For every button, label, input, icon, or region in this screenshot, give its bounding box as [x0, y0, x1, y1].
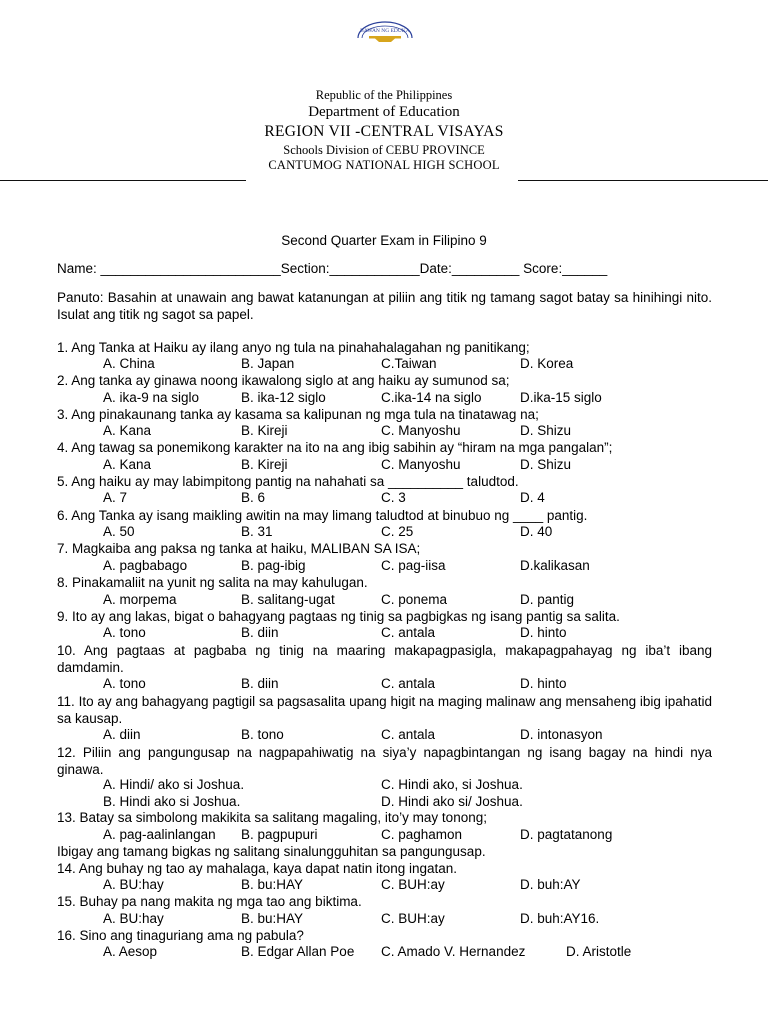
question-13: 13. Batay sa simbolong makikita sa salitang magaling, ito’y may tonong; — [57, 810, 487, 825]
option-b: B. 6 — [241, 490, 266, 505]
option-b: B. salitang-ugat — [241, 592, 335, 607]
option-c: C. antala — [381, 676, 436, 691]
option-b: B. bu:HAY — [241, 877, 304, 892]
option-a: A. 50 — [103, 524, 135, 539]
svg-text:BAWAN NG EDUKA: BAWAN NG EDUKA — [360, 28, 410, 34]
exam-instructions: Panuto: Basahin at unawain ang bawat katanungan at piliin ang titik ng tamang sagot batay sa hinihingi nito. Isulat ang titik ng sagot sa papel. — [57, 290, 712, 322]
question-1: 1. Ang Tanka at Haiku ay ilang anyo ng tula na pinahahalagahan ng panitikang; — [57, 340, 530, 355]
option-c: C. 25 — [381, 524, 414, 539]
exam-title: Second Quarter Exam in Filipino 9 — [281, 233, 487, 248]
option-d: D. pagtatanong — [520, 827, 613, 842]
deped-seal-logo — [355, 20, 415, 44]
header-rule-right — [518, 180, 768, 181]
option-d: D. hinto — [520, 625, 567, 640]
option-b: B. tono — [241, 727, 284, 742]
option-b: B. Japan — [241, 356, 295, 371]
option-d: D. pantig — [520, 592, 575, 607]
question-3: 3. Ang pinakaunang tanka ay kasama sa kalipunan ng mga tula na tinatawag na; — [57, 407, 539, 422]
option-d: D.kalikasan — [520, 558, 590, 573]
option-a: A. China — [103, 356, 155, 371]
option-c: C. BUH:ay — [381, 877, 445, 892]
question-16: 16. Sino ang tinaguriang ama ng pabula? — [57, 928, 304, 943]
option-a: A. Hindi/ ako si Joshua. — [103, 777, 245, 792]
section-instruction: Ibigay ang tamang bigkas ng salitang sinalungguhitan sa pangungusap. — [57, 844, 486, 859]
option-c: C. pag-iisa — [381, 558, 446, 573]
option-c: C. Hindi ako, si Joshua. — [381, 777, 523, 792]
option-b: B. diin — [241, 625, 279, 640]
option-c: C. antala — [381, 625, 436, 640]
option-a: A. pag-aalinlangan — [103, 827, 216, 842]
question-14: 14. Ang buhay ng tao ay mahalaga, kaya dapat natin itong ingatan. — [57, 861, 458, 876]
header-division: Schools Division of CEBU PROVINCE — [283, 143, 485, 157]
option-a: A. BU:hay — [103, 911, 164, 926]
option-d: D.ika-15 siglo — [520, 390, 602, 405]
option-c: C. ponema — [381, 592, 448, 607]
option-d: D. Shizu — [520, 457, 572, 472]
option-c: C. BUH:ay — [381, 911, 445, 926]
option-b: B. pagpupuri — [241, 827, 318, 842]
option-c: C. paghamon — [381, 827, 463, 842]
option-a: A. Kana — [103, 457, 152, 472]
option-b: B. Kireji — [241, 423, 288, 438]
question-6: 6. Ang Tanka ay isang maikling awitin na may limang taludtod at binubuo ng ____ pantig. — [57, 508, 588, 523]
option-a: A. Aesop — [103, 944, 158, 959]
option-d: D. Shizu — [520, 423, 572, 438]
option-d: D. Aristotle — [566, 944, 632, 959]
option-c: C. Amado V. Hernandez — [381, 944, 526, 959]
option-d: D. hinto — [520, 676, 567, 691]
option-a: A. tono — [103, 676, 146, 691]
option-d: D. 40 — [520, 524, 553, 539]
header-school: CANTUMOG NATIONAL HIGH SCHOOL — [268, 158, 500, 172]
option-b: B. diin — [241, 676, 279, 691]
option-b: B. Kireji — [241, 457, 288, 472]
option-c: C. Manyoshu — [381, 457, 461, 472]
option-d: D. Hindi ako si/ Joshua. — [381, 794, 523, 809]
option-a: A. 7 — [103, 490, 128, 505]
option-d: D. buh:AY16. — [520, 911, 600, 926]
header-republic: Republic of the Philippines — [315, 88, 453, 102]
option-b: B. Edgar Allan Poe — [241, 944, 355, 959]
header-region: REGION VII -CENTRAL VISAYAS — [264, 123, 504, 140]
option-c: C. Manyoshu — [381, 423, 461, 438]
question-4: 4. Ang tawag sa ponemikong karakter na ito na ang ibig sabihin ay “hiram na mga pangalan”; — [57, 440, 613, 455]
option-a: A. pagbabago — [103, 558, 188, 573]
option-d: D. 4 — [520, 490, 545, 505]
option-b: B. 31 — [241, 524, 273, 539]
option-d: D. buh:AY — [520, 877, 581, 892]
header-rule-left — [0, 180, 246, 181]
question-5: 5. Ang haiku ay may labimpitong pantig na nahahati sa __________ taludtod. — [57, 474, 519, 489]
student-info-line: Name: ________________________Section:____________Date:_________ Score:______ — [57, 261, 608, 276]
question-8: 8. Pinakamaliit na yunit ng salita na may kahulugan. — [57, 575, 368, 590]
option-a: A. Kana — [103, 423, 152, 438]
question-2: 2. Ang tanka ay ginawa noong ikawalong siglo at ang haiku ay sumunod sa; — [57, 373, 510, 388]
option-b: B. bu:HAY — [241, 911, 304, 926]
option-c: C.ika-14 na siglo — [381, 390, 482, 405]
option-a: A. BU:hay — [103, 877, 164, 892]
option-b: B. ika-12 siglo — [241, 390, 326, 405]
question-11: 11. Ito ay ang bahagyang pagtigil sa pagsasalita upang higit na maging malinaw ang mensaheng ibig ipahatid sa kausap. — [57, 694, 712, 726]
option-c: C. 3 — [381, 490, 406, 505]
question-7: 7. Magkaiba ang paksa ng tanka at haiku, MALIBAN SA ISA; — [57, 541, 421, 556]
option-d: D. intonasyon — [520, 727, 603, 742]
option-b: B. Hindi ako si Joshua. — [103, 794, 241, 809]
question-15: 15. Buhay pa nang makita ng mga tao ang biktima. — [57, 894, 362, 909]
question-12: 12. Piliin ang pangungusap na nagpapahiwatig na siya’y napagbintangan ng isang bagay na hindi nya ginawa. — [57, 745, 712, 777]
option-c: C. antala — [381, 727, 436, 742]
option-d: D. Korea — [520, 356, 574, 371]
option-a: A. tono — [103, 625, 146, 640]
option-a: A. diin — [103, 727, 141, 742]
option-b: B. pag-ibig — [241, 558, 306, 573]
option-c: C.Taiwan — [381, 356, 437, 371]
question-9: 9. Ito ay ang lakas, bigat o bahagyang pagtaas ng tinig sa pagbigkas ng isang pantig sa salita. — [57, 609, 620, 624]
header-department: Department of Education — [308, 104, 460, 120]
question-10: 10. Ang pagtaas at pagbaba ng tinig na maaring makapagpasigla, makapagpahayag ng iba’t ibang damdamin. — [57, 643, 712, 675]
option-a: A. ika-9 na siglo — [103, 390, 200, 405]
option-a: A. morpema — [103, 592, 177, 607]
